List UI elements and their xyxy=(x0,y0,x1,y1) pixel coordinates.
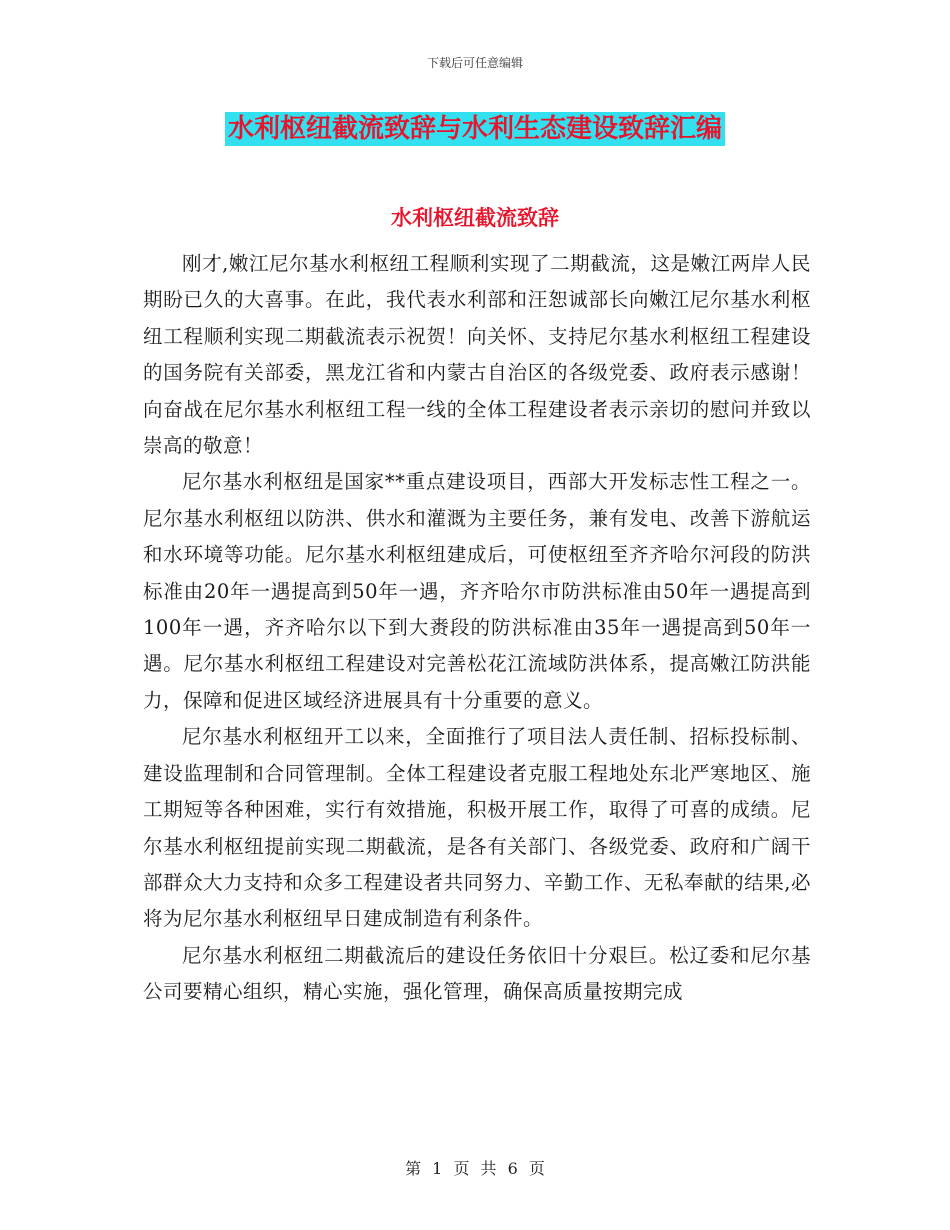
paragraph-1: 刚才,嫩江尼尔基水利枢纽工程顺利实现了二期截流，这是嫩江两岸人民期盼已久的大喜事。在此，我代表水利部和汪恕诚部长向嫩江尼尔基水利枢纽工程顺利实现二期截流表示祝贺！向关怀、支持尼尔基水利枢纽工程建设的国务院有关部委，黑龙江省和内蒙古自治区的各级党委、政府表示感谢！向奋战在尼尔基水利枢纽工程一线的全体工程建设者表示亲切的慰问并致以崇高的敬意！ xyxy=(143,252,811,458)
paragraph-3: 尼尔基水利枢纽开工以来，全面推行了项目法人责任制、招标投标制、建设监理制和合同管理制。全体工程建设者克服工程地处东北严寒地区、施工期短等各种困难，实行有效措施，积极开展工作，取得了可喜的成绩。尼尔基水利枢纽提前实现二期截流，是各有关部门、各级党委、政府和广阔干部群众大力支持和众多工程建设者共同努力、辛勤工作、无私奉献的结果,必将为尼尔基水利枢纽早日建成制造有利条件。 xyxy=(143,725,811,931)
document-title: 水利枢纽截流致辞与水利生态建设致辞汇编 xyxy=(225,112,725,146)
section-title: 水利枢纽截流致辞 xyxy=(391,206,559,230)
document-body xyxy=(143,246,811,1011)
header-note: 下载后可任意编辑 xyxy=(426,56,523,70)
paragraph-4: 尼尔基水利枢纽二期截流后的建设任务依旧十分艰巨。松辽委和尼尔基公司要精心组织，精心实施，强化管理，确保高质量按期完成 xyxy=(143,943,811,1004)
document-title-wrapper xyxy=(0,112,950,146)
paragraph-2: 尼尔基水利枢纽是国家**重点建设项目，西部大开发标志性工程之一。尼尔基水利枢纽以防洪、供水和灌溉为主要任务，兼有发电、改善下游航运和水环境等功能。尼尔基水利枢纽建成后，可使枢纽至齐齐哈尔河段的防洪标准由20年一遇提高到50年一遇，齐齐哈尔市防洪标准由50年一遇提高到100年一遇，齐齐哈尔以下到大赉段的防洪标准由35年一遇提高到50年一遇。尼尔基水利枢纽工程建设对完善松花江流域防洪体系，提高嫩江防洪能力，保障和促进区域经济进展具有十分重要的意义。 xyxy=(143,470,811,712)
page-footer: 第 1 页 共 6 页 xyxy=(405,1159,545,1178)
